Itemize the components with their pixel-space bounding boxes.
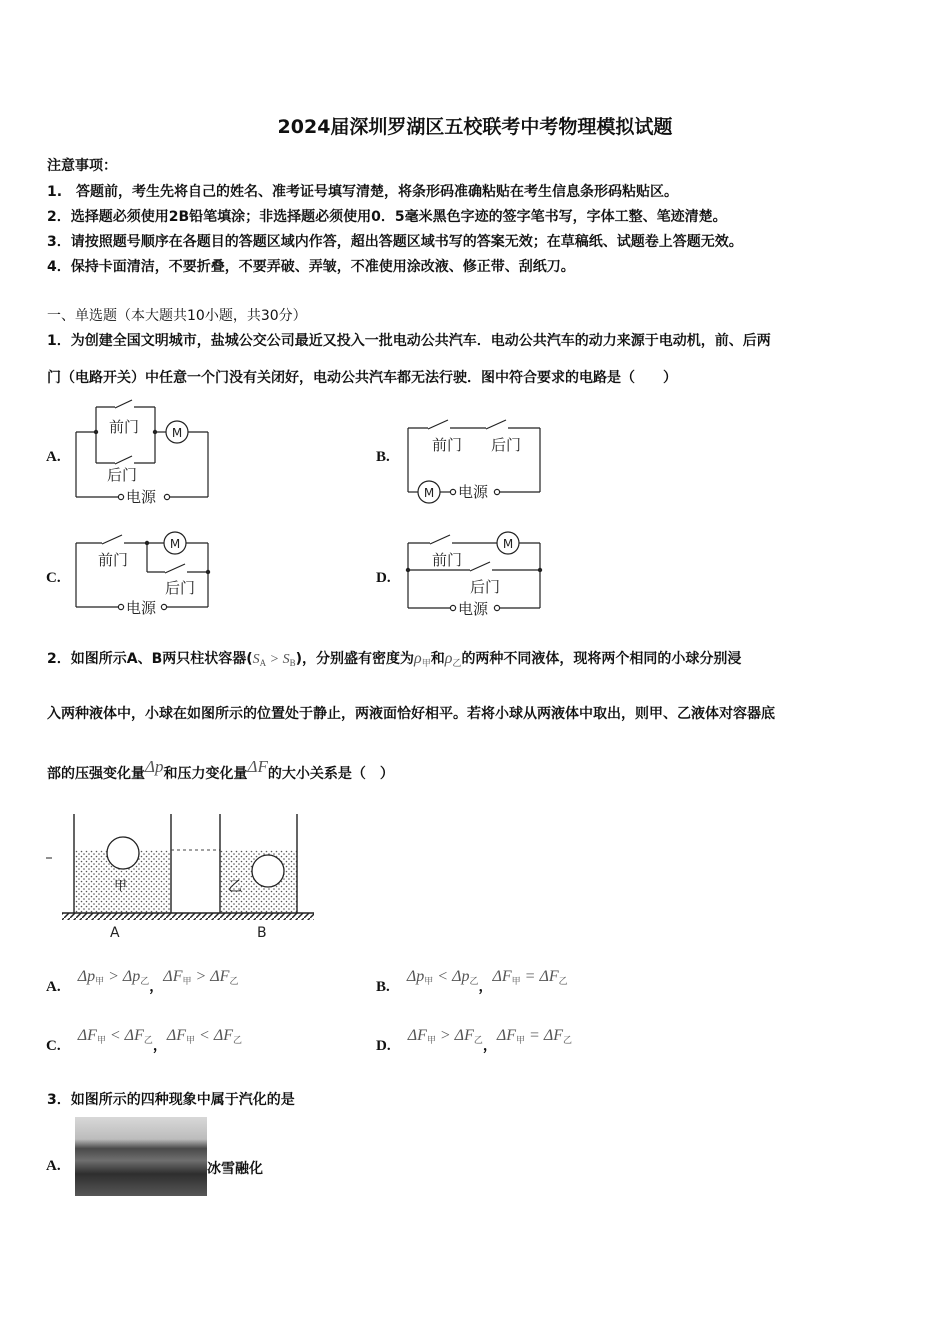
motor-icon: M xyxy=(423,486,435,500)
snow-melting-photo xyxy=(75,1117,207,1196)
containers-figure xyxy=(40,810,330,945)
circuit-diagrams xyxy=(0,0,950,640)
notice-item: 2．选择题必须使用2B铅笔填涂；非选择题必须使用0．5毫米黑色字迹的签字笔书写，字体工整、笔迹清楚。 xyxy=(47,209,727,225)
option-c-letter[interactable]: C. xyxy=(46,570,61,586)
container-b xyxy=(220,814,297,913)
q2-option-a[interactable]: A. $\Delta p_甲 > \Delta p_乙$，$\Delta F_甲 > \Delta F_乙$ xyxy=(46,968,239,995)
section-heading: 一、单选题（本大题共10小题，共30分） xyxy=(47,308,307,324)
label-power: 电源 xyxy=(458,483,489,501)
notice-item: 4．保持卡面清洁，不要折叠，不要弄破、弄皱，不准使用涂改液、修正带、刮纸刀。 xyxy=(47,259,575,275)
question-1-line1: 1．为创建全国文明城市，盐城公交公司最近又投入一批电动公共汽车．电动公共汽车的动力来源于电动机，前、后两 xyxy=(47,333,771,349)
option-a-letter[interactable]: A. xyxy=(46,449,61,465)
q2-option-c[interactable]: C. $\Delta F_甲 < \Delta F_乙$，$\Delta F_甲 < \Delta F_乙$ xyxy=(46,1027,243,1054)
q2-option-d[interactable]: D. $\Delta F_甲 > \Delta F_乙$，$\Delta F_甲 = \Delta F_乙$ xyxy=(376,1027,573,1054)
motor-icon: M xyxy=(502,537,514,551)
page-title: 2024届深圳罗湖区五校联考中考物理模拟试题 xyxy=(277,116,673,138)
label-back-door: 后门 xyxy=(491,436,522,454)
question-1-line2: 门（电路开关）中任意一个门没有关闭好，电动公共汽车都无法行驶．图中符合要求的电路是（ ） xyxy=(47,370,677,386)
label-front-door: 前门 xyxy=(109,418,140,436)
question-2-line3: 部的压强变化量Δp和压力变化量ΔF的大小关系是（ ） xyxy=(47,757,394,782)
option-d-letter[interactable]: D. xyxy=(376,570,391,586)
question-2-line2: 入两种液体中，小球在如图所示的位置处于静止，两液面恰好相平。若将小球从两液体中取出，则甲、乙液体对容器底 xyxy=(47,706,775,722)
label-back-door: 后门 xyxy=(165,579,196,597)
label-power: 电源 xyxy=(458,600,489,618)
q3-option-a-letter[interactable]: A. xyxy=(46,1158,61,1174)
label-front-door: 前门 xyxy=(432,436,463,454)
label-back-door: 后门 xyxy=(470,578,501,596)
notice-item: 1. 答题前，考生先将自己的姓名、准考证号填写清楚，将条形码准确粘贴在考生信息条形码粘贴区。 xyxy=(47,184,679,200)
container-a xyxy=(74,814,171,913)
option-b-letter[interactable]: B. xyxy=(376,449,390,465)
motor-icon: M xyxy=(171,426,183,440)
label-power: 电源 xyxy=(126,488,157,506)
label-front-door: 前门 xyxy=(432,551,463,569)
container-a-label: A xyxy=(110,925,120,941)
notice-item: 3．请按照题号顺序在各题目的答题区域内作答，超出答题区域书写的答案无效；在草稿纸、试题卷上答题无效。 xyxy=(47,234,743,250)
notice-heading: 注意事项： xyxy=(47,158,117,174)
label-back-door: 后门 xyxy=(107,466,138,484)
motor-icon: M xyxy=(169,537,181,551)
question-2-line1: 2．如图所示A、B两只柱状容器$(S_A > S_B)$，分别盛有密度为$\rho_甲$和$\rho_乙$的两种不同液体，现将两个相同的小球分别浸 xyxy=(47,650,742,668)
q3-option-a-text: 冰雪融化 xyxy=(207,1161,263,1177)
container-b-label: B xyxy=(257,925,267,941)
circuit-c xyxy=(76,532,208,610)
label-power: 电源 xyxy=(126,599,157,617)
liquid-a-label: 甲 xyxy=(114,879,128,894)
circuit-d xyxy=(408,532,540,611)
label-front-door: 前门 xyxy=(98,551,129,569)
liquid-b-label: 乙 xyxy=(228,879,242,895)
question-3-line1: 3．如图所示的四种现象中属于汽化的是 xyxy=(47,1092,295,1108)
q2-option-b[interactable]: B. $\Delta p_甲 < \Delta p_乙$，$\Delta F_甲 = \Delta F_乙$ xyxy=(376,968,568,995)
circuit-a xyxy=(76,400,208,500)
